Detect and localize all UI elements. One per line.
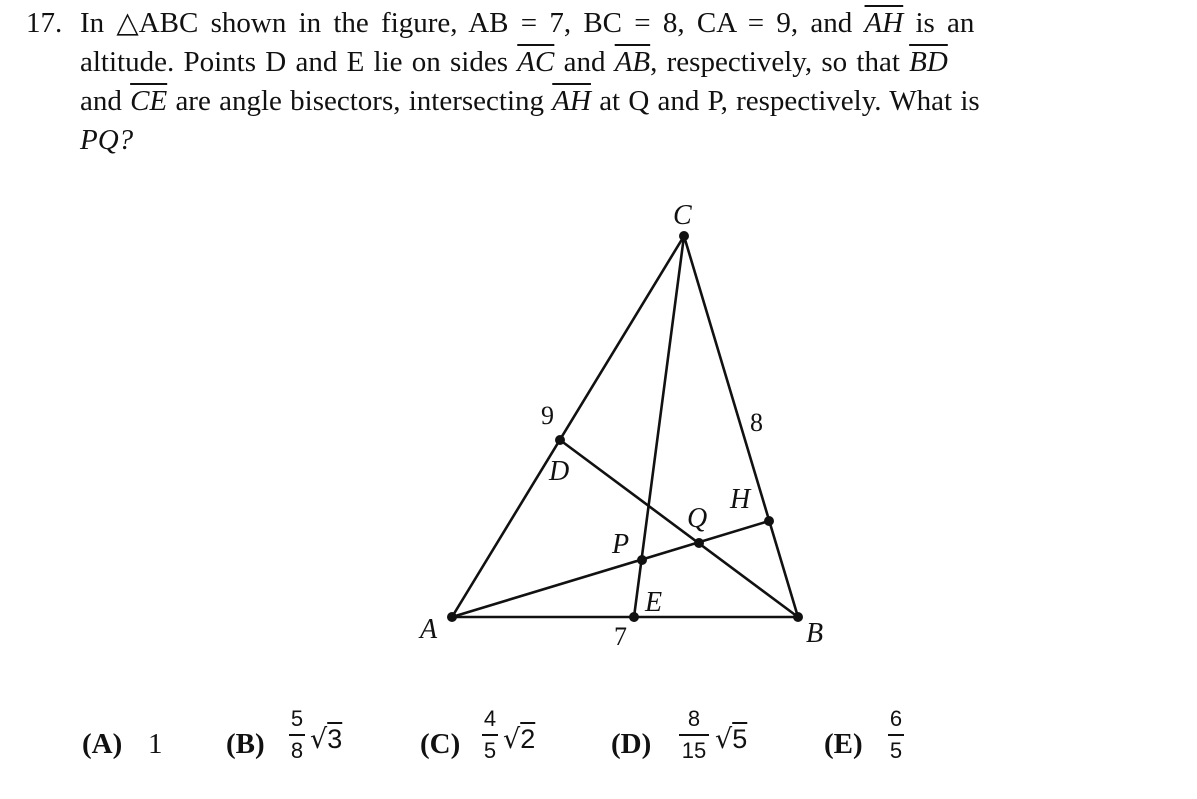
problem-line-4: PQ? <box>80 124 134 156</box>
point-b-dot <box>793 612 803 622</box>
altitude-ah <box>452 521 769 617</box>
segment-bd: $\overline{BD}$ <box>909 46 948 78</box>
side-bc <box>684 236 798 617</box>
label-c: C <box>673 200 692 231</box>
square-root: √3 <box>310 724 343 755</box>
point-e-dot <box>629 612 639 622</box>
choice-letter: (C) <box>420 728 461 760</box>
segment-ce: $\overline{CE}$ <box>130 85 168 117</box>
choice-b[interactable] <box>226 700 366 780</box>
choice-letter: (A) <box>82 728 123 760</box>
choice-e[interactable] <box>824 700 924 780</box>
label-a: A <box>420 614 438 645</box>
label-q: Q <box>687 503 708 534</box>
choice-d[interactable] <box>611 700 771 780</box>
choice-a[interactable] <box>82 700 172 780</box>
choice-c[interactable] <box>420 700 560 780</box>
fraction: 8 15 <box>679 706 709 764</box>
label-d: D <box>549 456 570 487</box>
problem-line-2: altitude. Points D and E lie on sides $\overline{AC}$ and $\overline{AB}$, respectively, so that $\overline{BD}$ <box>80 46 948 78</box>
problem-line-3: and $\overline{CE}$ are angle bisectors, intersecting $\overline{AH}$ at Q and P, respectively. What is <box>80 85 980 117</box>
choice-letter: (E) <box>824 728 863 760</box>
label-side-ca: 9 <box>541 401 554 430</box>
side-ac <box>452 236 684 617</box>
point-q-dot <box>694 538 704 548</box>
segment-ah-2: $\overline{AH}$ <box>552 85 591 117</box>
problem-number: 17. <box>26 7 63 39</box>
point-p-dot <box>637 555 647 565</box>
choice-letter: (D) <box>611 728 652 760</box>
square-root: √2 <box>503 724 536 755</box>
point-d-dot <box>555 435 565 445</box>
label-side-bc: 8 <box>750 408 763 437</box>
fraction: 4 5 <box>483 706 497 763</box>
point-c-dot <box>679 231 689 241</box>
choice-value: 1 <box>148 728 163 760</box>
bisector-bd <box>560 440 798 617</box>
choice-letter: (B) <box>226 728 265 760</box>
label-side-ab: 7 <box>614 622 627 651</box>
square-root: √5 <box>715 724 748 755</box>
problem-line-1: In △ABC shown in the figure, AB = 7, BC = 8, CA = 9, and $\overline{AH}$ is an <box>80 7 975 39</box>
point-a-dot <box>447 612 457 622</box>
label-p: P <box>612 529 630 560</box>
segment-ah: $\overline{AH}$ <box>864 7 904 39</box>
point-h-dot <box>764 516 774 526</box>
fraction: 5 8 <box>290 706 304 763</box>
label-h: H <box>730 484 751 515</box>
fraction: 6 5 <box>889 706 903 763</box>
label-e: E <box>645 587 663 618</box>
segment-ab: $\overline{AB}$ <box>614 46 651 78</box>
answer-choices <box>0 700 1197 790</box>
segment-ac: $\overline{AC}$ <box>517 46 555 78</box>
label-b: B <box>806 618 824 649</box>
